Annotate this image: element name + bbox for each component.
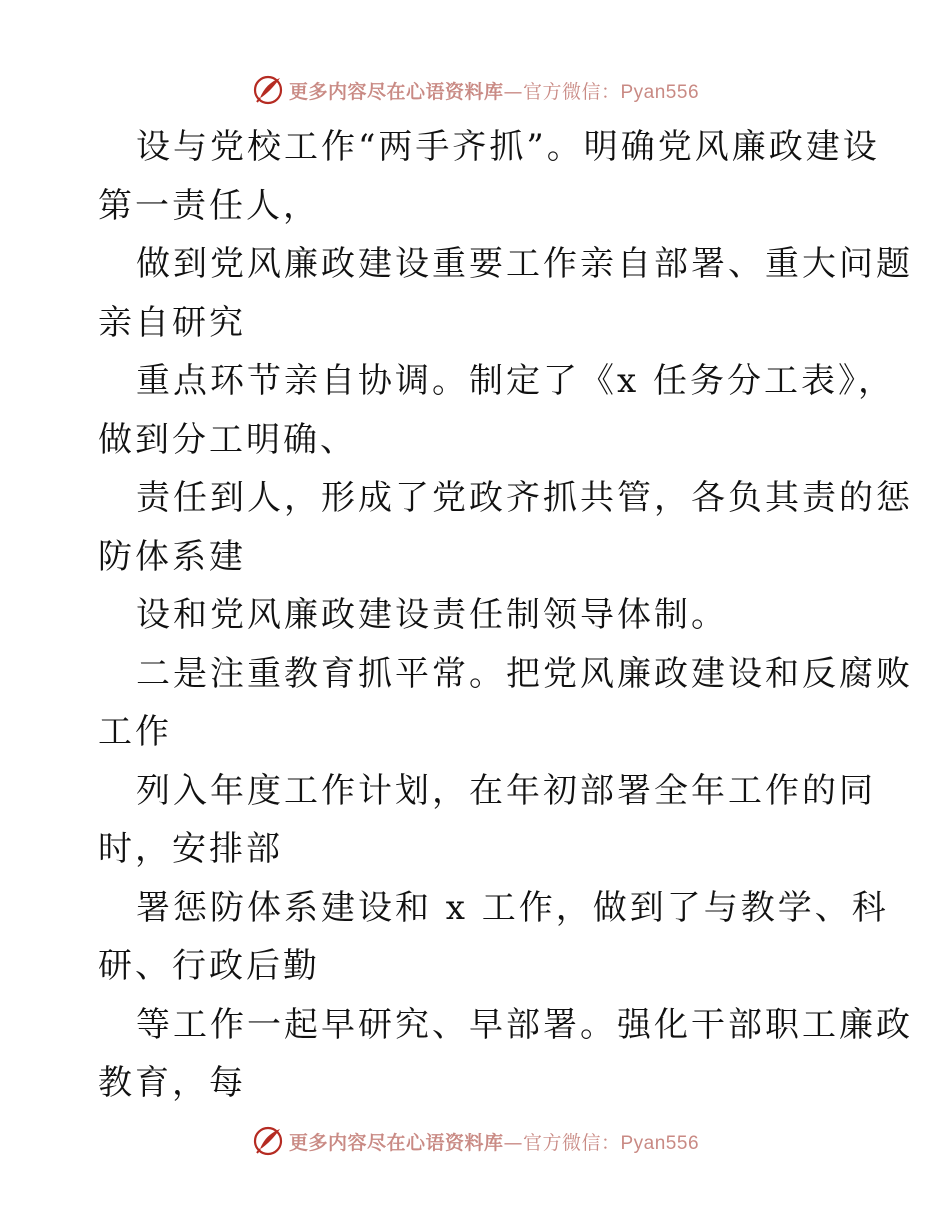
watermark-id: Pyan556 <box>620 1132 700 1154</box>
body-line: 署惩防体系建设和 x 工作，做到了与教学、科 <box>136 887 889 928</box>
document-body <box>98 118 913 1113</box>
watermark-main: 更多内容尽在心语资料库 <box>288 80 504 103</box>
body-line: 设与党校工作“两手齐抓”。明确党风廉政建设 <box>136 127 880 167</box>
watermark-sub: 官方微信： <box>522 80 621 103</box>
body-line: 做到党风廉政建设重要工作亲自部署、重大问题 <box>136 244 913 284</box>
header-watermark <box>0 70 950 110</box>
feather-circle-logo-icon <box>251 73 285 107</box>
body-line: 列入年度工作计划，在年初部署全年工作的同 <box>136 770 876 811</box>
body-line: 做到分工明确、 <box>98 419 357 460</box>
body-line: 防体系建 <box>98 536 246 577</box>
body-line: 设和党风廉政建设责任制领导体制。 <box>136 595 728 635</box>
body-line: 教育，每 <box>98 1063 246 1103</box>
feather-circle-logo-icon <box>251 1124 285 1158</box>
watermark-main: 更多内容尽在心语资料库 <box>288 1131 504 1154</box>
watermark-dash: — <box>503 1131 523 1154</box>
body-line: 工作 <box>98 712 172 752</box>
watermark-sub: 官方微信： <box>522 1131 621 1154</box>
footer-watermark <box>0 1121 950 1161</box>
body-line: 责任到人，形成了党政齐抓共管，各负其责的惩 <box>136 478 913 518</box>
watermark-id: Pyan556 <box>620 81 700 103</box>
body-line: 二是注重教育抓平常。把党风廉政建设和反腐败 <box>136 653 913 694</box>
body-line: 时，安排部 <box>98 829 283 869</box>
body-line: 第一责任人， <box>98 185 320 226</box>
body-line: 亲自研究 <box>98 302 246 343</box>
watermark-text <box>289 1128 699 1155</box>
watermark-text <box>289 77 699 104</box>
watermark-dash: — <box>503 80 523 103</box>
body-line: 等工作一起早研究、早部署。强化干部职工廉政 <box>136 1004 913 1045</box>
body-line: 重点环节亲自协调。制定了《x 任务分工表》， <box>136 361 895 401</box>
body-line: 研、行政后勤 <box>98 946 320 986</box>
